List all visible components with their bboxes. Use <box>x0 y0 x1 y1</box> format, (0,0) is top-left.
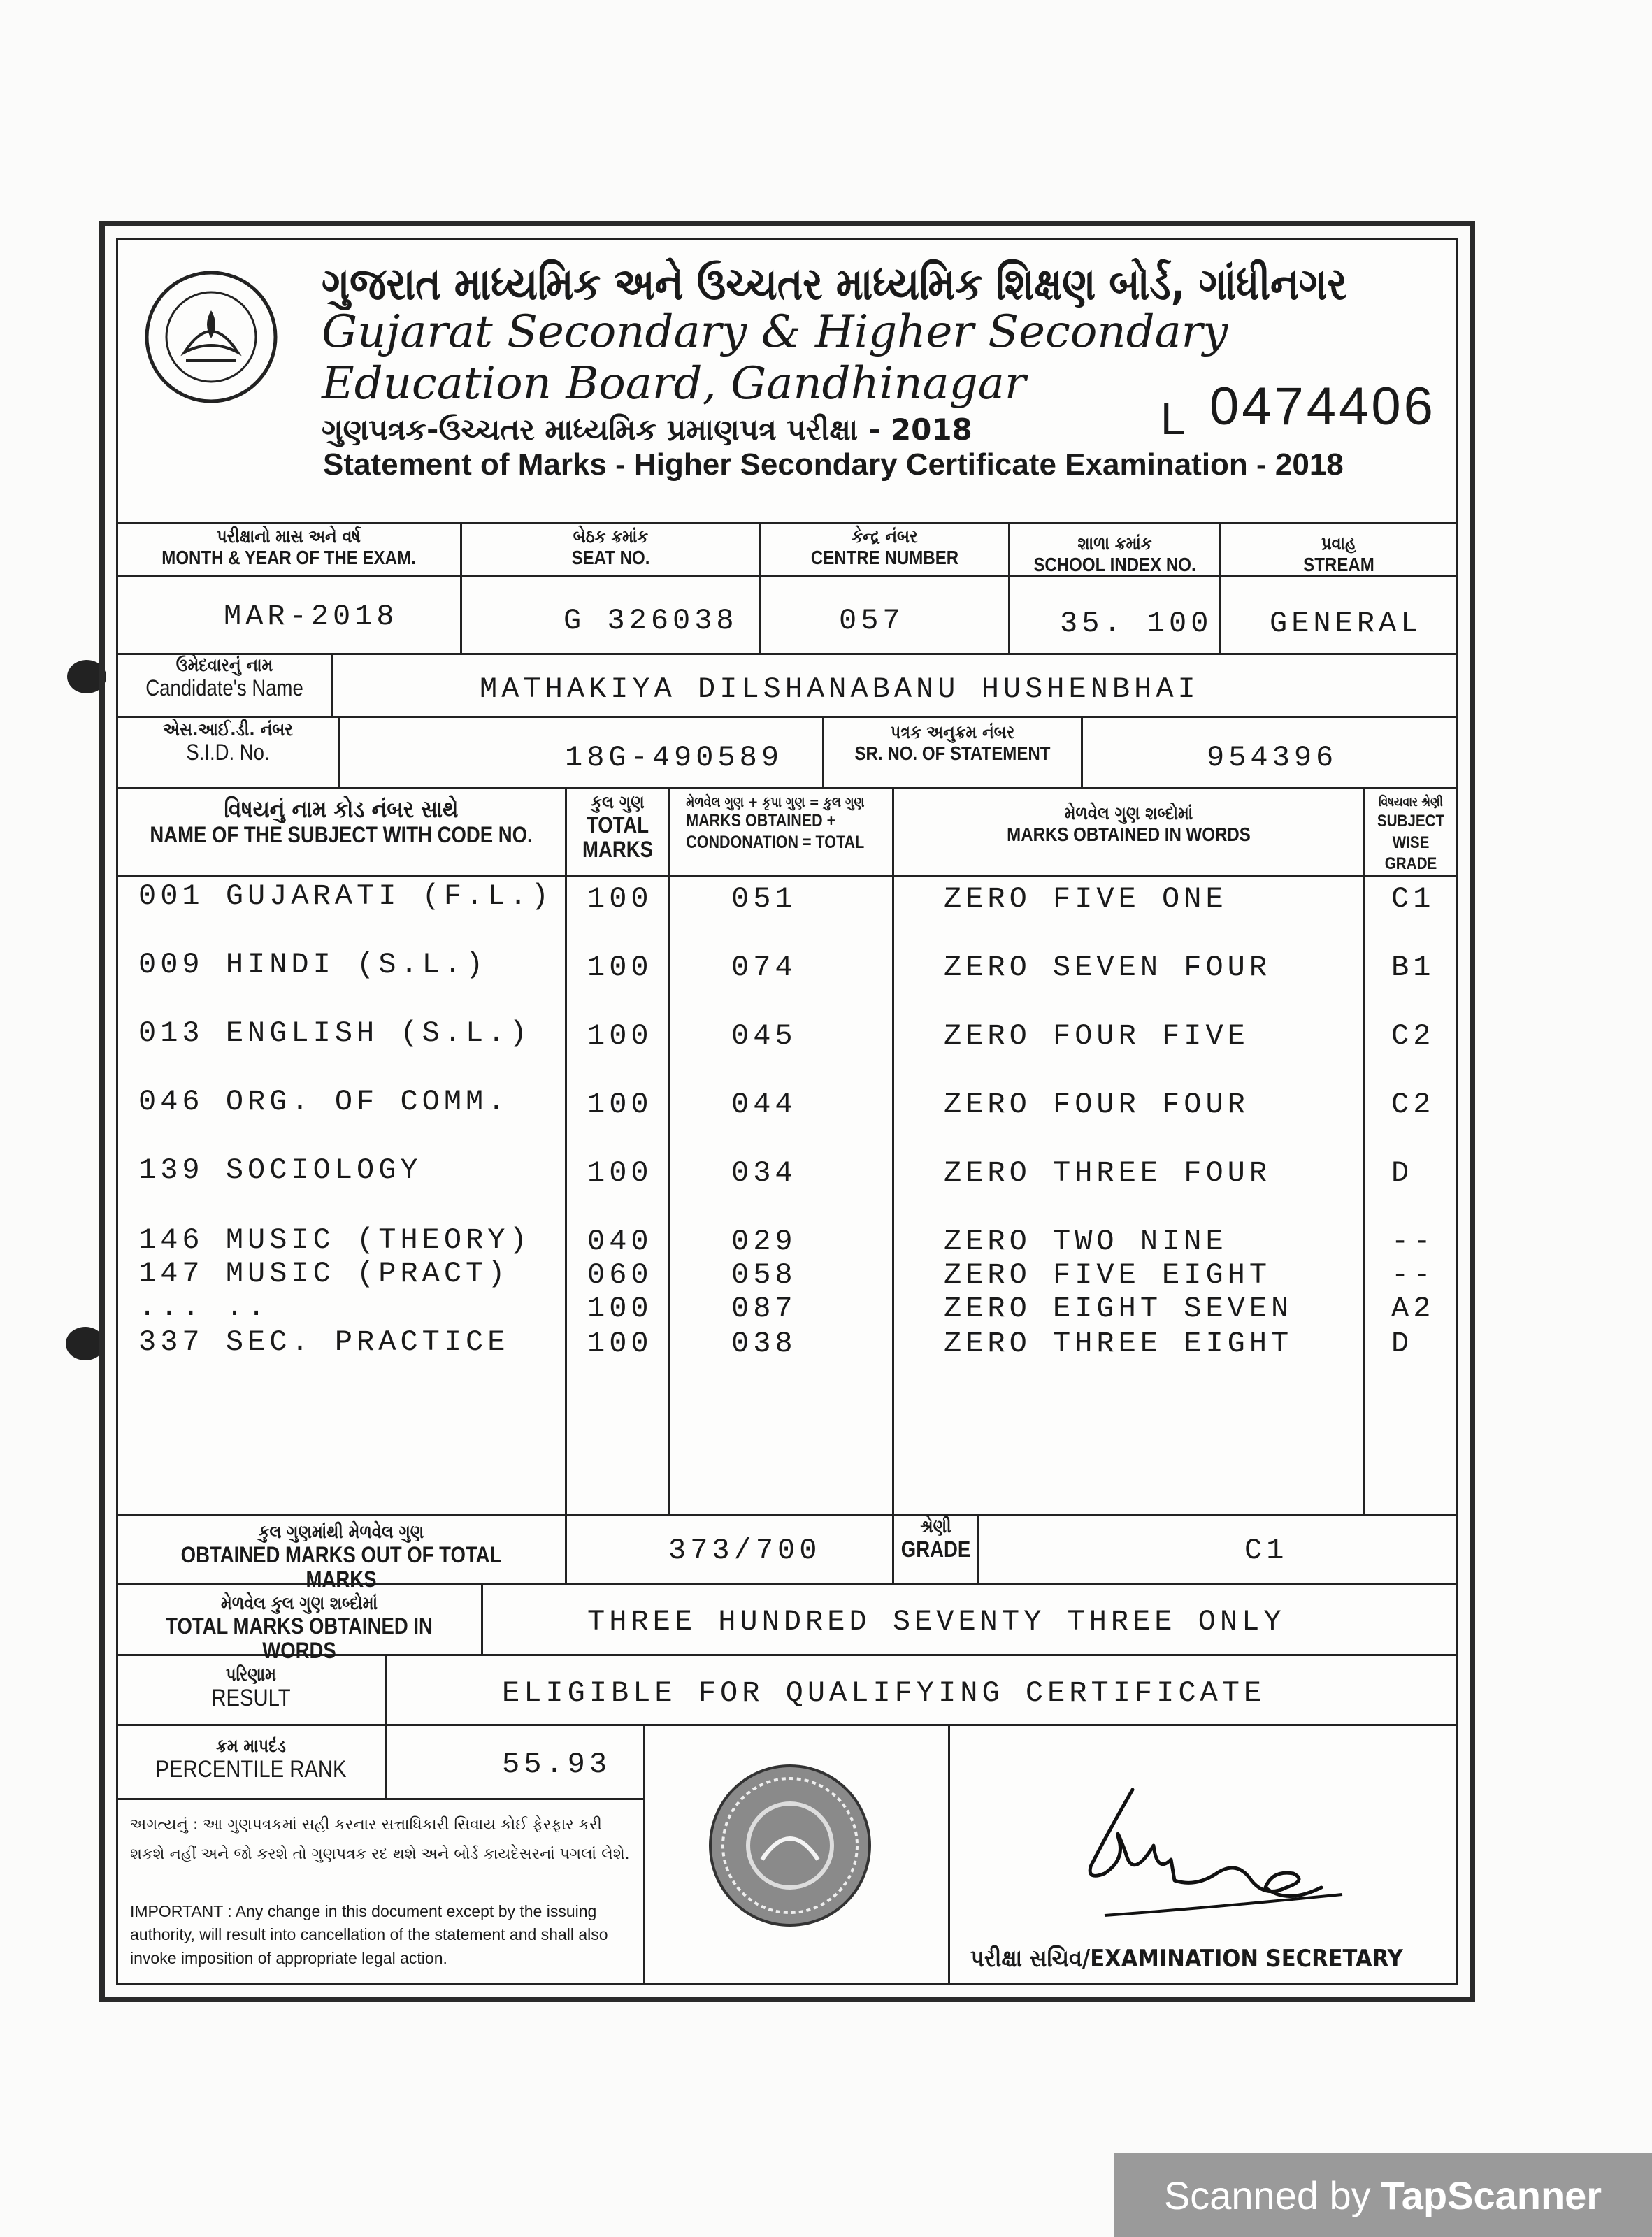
sid-value: 18G-490589 <box>565 741 784 775</box>
subject-grade: C2 <box>1391 1019 1435 1053</box>
marks-in-words: ZERO FIVE ONE <box>944 882 1228 916</box>
exam-title-gujarati: ગુણપત્રક-ઉચ્ચતર માધ્યમિક પ્રમાણપત્ર પરીક્ષા - 2018 <box>322 412 972 447</box>
subject-grade: D <box>1391 1327 1414 1360</box>
total-words-value: THREE HUNDRED SEVENTY THREE ONLY <box>587 1605 1286 1639</box>
centre-number-value: 057 <box>839 604 905 638</box>
board-seal-logo <box>143 268 280 405</box>
marks-in-words: ZERO SEVEN FOUR <box>944 951 1272 984</box>
month-year-value: MAR-2018 <box>224 600 398 633</box>
total-marks-column-header: કુલ ગુણ TOTAL MARKS <box>582 792 653 862</box>
stream-label: પ્રવાહ STREAM <box>1303 533 1374 575</box>
obtained-marks: 029 <box>731 1225 797 1258</box>
total-marks: 100 <box>587 1088 653 1121</box>
overall-grade-value: C1 <box>1244 1534 1288 1567</box>
result-value: ELIGIBLE FOR QUALIFYING CERTIFICATE <box>502 1676 1266 1710</box>
stream-value: GENERAL <box>1270 607 1423 640</box>
important-note-english: IMPORTANT : Any change in this document except by the issuing authority, will result into cancellation of the statement and shall also invoke imposition of appropriate legal action. <box>130 1902 608 1967</box>
subject-name: 146 MUSIC (THEORY) <box>138 1223 531 1257</box>
watermark-brand: TapScanner <box>1380 2173 1602 2217</box>
obtained-marks: 038 <box>731 1327 797 1360</box>
subject-column-header: વિષયનું નામ કોડ નંબર સાથે NAME OF THE SUBJECT WITH CODE NO. <box>150 796 533 848</box>
subject-name: 337 SEC. PRACTICE <box>138 1325 510 1359</box>
subject-grade: -- <box>1391 1258 1435 1292</box>
sr-no-value: 954396 <box>1207 741 1338 775</box>
marks-in-words: ZERO THREE FOUR <box>944 1156 1272 1190</box>
exam-title-english: Statement of Marks - Higher Secondary Certificate Examination - 2018 <box>323 447 1344 482</box>
total-words-label: મેળવેલ કુલ ગુણ શબ્દોમાં TOTAL MARKS OBTAINED IN WORDS <box>166 1593 433 1663</box>
subject-name: 139 SOCIOLOGY <box>138 1153 422 1187</box>
subject-grade: B1 <box>1391 951 1435 984</box>
obtained-marks: 034 <box>731 1156 797 1190</box>
subject-grade: -- <box>1391 1225 1435 1258</box>
marks-obtained-column-header: મેળવેલ ગુણ + કૃપા ગુણ = કુલ ગુણ MARKS OBTAINED + CONDONATION = TOTAL <box>686 793 865 852</box>
obtained-marks: 051 <box>731 882 797 916</box>
subject-name: 147 MUSIC (PRACT) <box>138 1257 510 1290</box>
percentile-label: ક્રમ માપદંડ PERCENTILE RANK <box>155 1736 347 1783</box>
scanner-watermark <box>1114 2153 1652 2237</box>
obtained-marks: 074 <box>731 951 797 984</box>
subject-name: 046 ORG. OF COMM. <box>138 1085 510 1118</box>
result-label: પરિણામ RESULT <box>211 1664 291 1711</box>
subject-grade: A2 <box>1391 1292 1435 1325</box>
school-index-value: 35. 100 <box>1060 607 1213 640</box>
marks-in-words: ZERO TWO NINE <box>944 1225 1228 1258</box>
subject-grade: C2 <box>1391 1088 1435 1121</box>
obtained-marks: 044 <box>731 1088 797 1121</box>
subject-name: 013 ENGLISH (S.L.) <box>138 1016 531 1050</box>
board-title-english-line2: Education Board, Gandhinagar <box>322 358 1026 410</box>
sr-no-label: પત્રક અનુક્રમ નંબર SR. NO. OF STATEMENT <box>854 722 1051 764</box>
total-marks: 100 <box>587 1327 653 1360</box>
total-marks: 060 <box>587 1258 653 1292</box>
examination-secretary-label: પરીક્ષા સચિવ/EXAMINATION SECRETARY <box>970 1945 1403 1973</box>
candidate-name-value: MATHAKIYA DILSHANABANU HUSHENBHAI <box>480 672 1200 706</box>
subject-name: 001 GUJARATI (F.L.) <box>138 879 553 913</box>
obtained-marks-value: 373/700 <box>668 1534 821 1567</box>
school-index-label: શાળા ક્રમાંક SCHOOL INDEX NO. <box>1033 533 1196 575</box>
obtained-marks-label: કુલ ગુણમાંથી મેળવેલ ગુણ OBTAINED MARKS OUT OF TOTAL MARKS <box>180 1522 502 1592</box>
seat-no-value: G 326038 <box>563 604 738 638</box>
secretary-signature <box>1077 1776 1356 1922</box>
obtained-marks: 045 <box>731 1019 797 1053</box>
important-note-gujarati: અગત્યનું : આ ગુણપત્રકમાં સહી કરનાર સત્તાધિકારી સિવાય કોઈ ફેરફાર કરી શકશે નહીં અને જો કરશે તો ગુણપત્રક રદ થશે અને બોર્ડ કાયદેસરનાં પગલાં લેશે. <box>130 1816 630 1863</box>
subject-grade: C1 <box>1391 882 1435 916</box>
sid-label: એસ.આઈ.ડી. નંબર S.I.D. No. <box>163 719 293 765</box>
total-marks: 100 <box>587 1156 653 1190</box>
month-year-label: પરીક્ષાનો માસ અને વર્ષ MONTH & YEAR OF THE EXAM. <box>161 526 416 568</box>
total-marks: 100 <box>587 882 653 916</box>
marks-in-words-column-header: મેળવેલ ગુણ શબ્દોમાં MARKS OBTAINED IN WORDS <box>1007 803 1251 845</box>
obtained-marks: 087 <box>731 1292 797 1325</box>
board-title-english-line1: Gujarat Secondary & Higher Secondary <box>322 306 1228 358</box>
marks-in-words: ZERO EIGHT SEVEN <box>944 1292 1293 1325</box>
subject-grade: D <box>1391 1156 1414 1190</box>
marks-in-words: ZERO FIVE EIGHT <box>944 1258 1272 1292</box>
serial-number: 0474406 <box>1209 377 1436 436</box>
seat-no-label: બેઠક ક્રમાંક SEAT NO. <box>571 526 650 568</box>
watermark-prefix: Scanned by <box>1163 2173 1371 2217</box>
percentile-value: 55.93 <box>502 1748 612 1781</box>
marks-in-words: ZERO FOUR FIVE <box>944 1019 1249 1053</box>
marks-in-words: ZERO THREE EIGHT <box>944 1327 1293 1360</box>
subject-grade-column-header: વિષયવાર શ્રેણી SUBJECT WISE GRADE <box>1377 795 1445 874</box>
marks-in-words: ZERO FOUR FOUR <box>944 1088 1249 1121</box>
total-marks: 100 <box>587 951 653 984</box>
total-marks: 040 <box>587 1225 653 1258</box>
board-title-gujarati: ગુજરાત માધ્યમિક અને ઉચ્ચતર માધ્યમિક શિક્ષણ બોર્ડ, ગાંધીનગર <box>322 259 1347 310</box>
grade-label: શ્રેણી GRADE <box>900 1516 971 1562</box>
serial-prefix: L <box>1161 394 1186 444</box>
subject-name: ... .. <box>138 1290 270 1324</box>
total-marks: 100 <box>587 1292 653 1325</box>
board-seal-stamp <box>706 1762 874 1929</box>
centre-number-label: કેન્દ્ર નંબર CENTRE NUMBER <box>810 526 959 568</box>
obtained-marks: 058 <box>731 1258 797 1292</box>
subject-name: 009 HINDI (S.L.) <box>138 948 488 981</box>
total-marks: 100 <box>587 1019 653 1053</box>
candidate-name-label: ઉમેદવારનું નામ Candidate's Name <box>145 655 303 700</box>
